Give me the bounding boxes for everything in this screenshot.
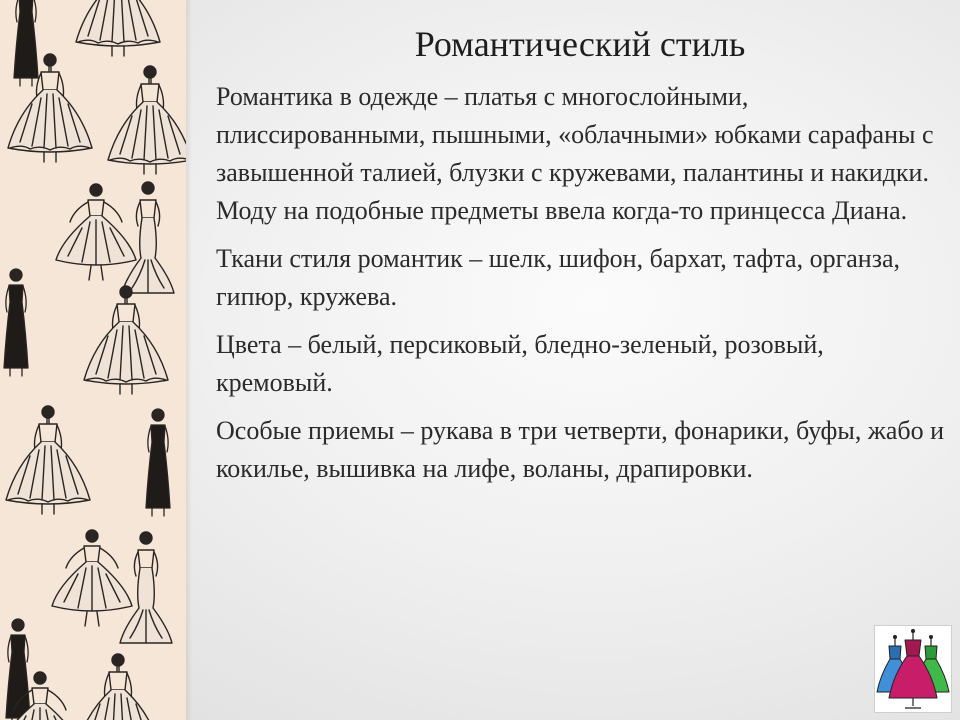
- dress-sketch-illustration: [0, 0, 186, 720]
- dress-illustration-strip: [0, 0, 186, 720]
- paragraph-colors: Цвета – белый, персиковый, бледно-зеленый, розовый, кремовый.: [216, 330, 824, 397]
- paragraph-techniques: Особые приемы – рукава в три четверти, фонарики, буфы, жабо и кокилье, вышивка на лифе, воланы, драпировки.: [216, 416, 945, 483]
- dress-mannequins-logo: [874, 625, 952, 713]
- dress-mannequins-logo-icon: [875, 626, 951, 712]
- strip-shadow: [186, 0, 192, 720]
- paragraph-fabrics: Ткани стиля романтик – шелк, шифон, бархат, тафта, органза, гипюр, кружева.: [216, 244, 901, 311]
- paragraph-clothing: Романтика в одежде – платья с многослойными, плиссированными, пышными, «облачными» юбками сарафаны с завышенной талией, блузки с кружевами, палантины и накидки. Моду на подобные предметы ввела когда-то принцесса Диана.: [216, 82, 934, 225]
- slide-title: Романтический стиль: [414, 24, 746, 64]
- slide-body: [216, 78, 946, 498]
